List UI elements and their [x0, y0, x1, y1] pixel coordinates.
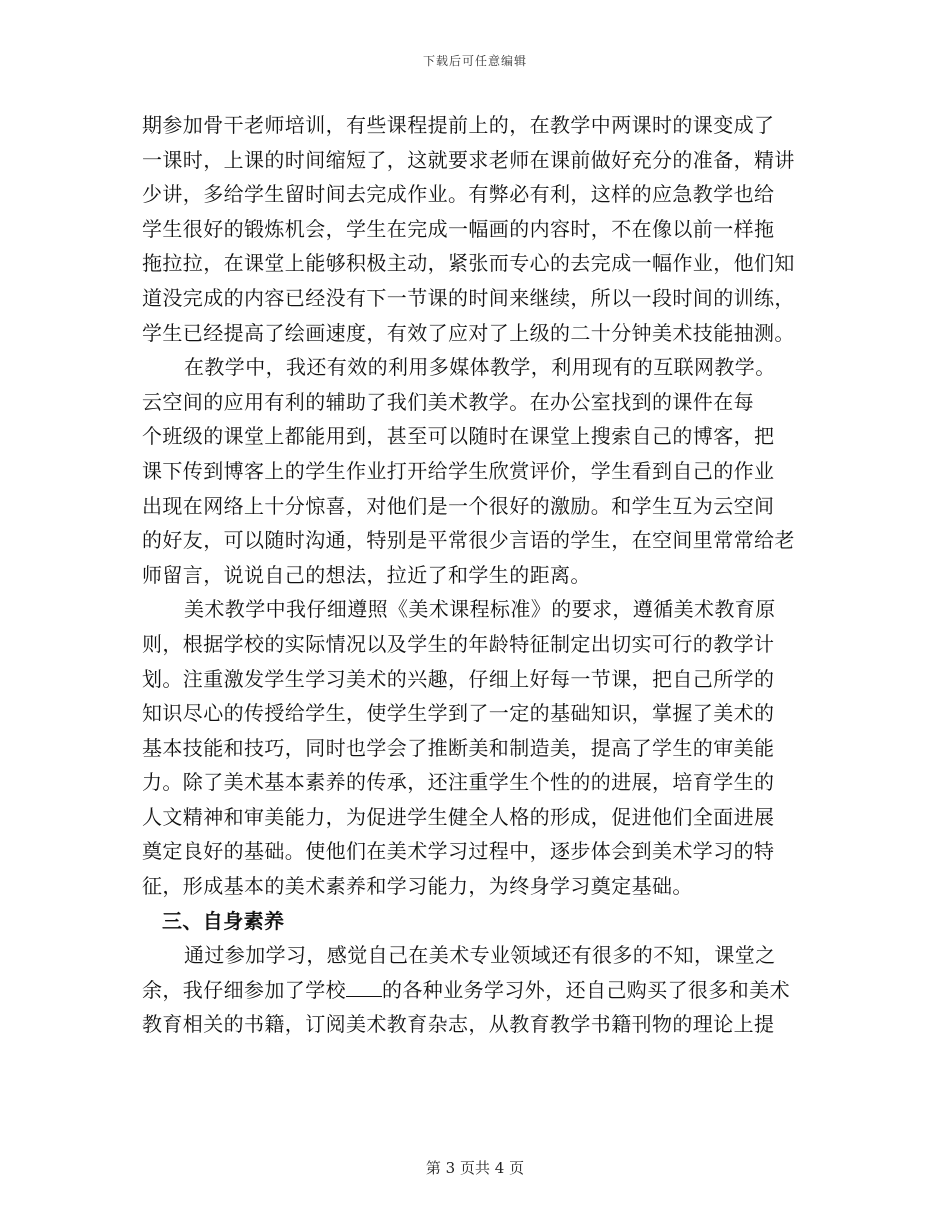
text-line: 奠定良好的基础。使他们在美术学习过程中，逐步体会到美术学习的特 — [142, 839, 775, 864]
fill-in-blank — [346, 978, 382, 997]
text-line: 一课时，上课的时间缩短了，这就要求老师在课前做好充分的准备，精讲 — [142, 147, 795, 172]
text-line: 力。除了美术基本素养的传承，还注重学生个性的的进展，培育学生的 — [142, 770, 775, 795]
paragraph-1 — [142, 108, 812, 350]
text-line: 道没完成的内容已经没有下一节课的时间来继续，所以一段时间的训练， — [142, 285, 795, 310]
text-line: 教育相关的书籍，订阅美术教育杂志，从教育教学书籍刊物的理论上提 — [142, 1012, 775, 1037]
text-line: 人文精神和审美能力，为促进学生健全人格的形成，促进他们全面进展 — [142, 804, 775, 829]
text-line: 出现在网络上十分惊喜，对他们是一个很好的激励。和学生互为云空间 — [142, 493, 775, 518]
text-line: 学生已经提高了绘画速度，有效了应对了上级的二十分钟美术技能抽测。 — [142, 320, 795, 345]
text-line: 拖拉拉，在课堂上能够积极主动，紧张而专心的去完成一幅作业，他们知 — [142, 251, 795, 276]
text-segment: 余，我仔细参加了学校 — [142, 977, 346, 1002]
text-line: 基本技能和技巧，同时也学会了推断美和制造美，提高了学生的审美能 — [142, 735, 775, 760]
text-segment: 的各种业务学习外，还自己购买了很多和美术 — [382, 977, 790, 1002]
page-header: 下载后可任意编辑 — [422, 54, 527, 68]
text-line: 则，根据学校的实际情况以及学生的年龄特征制定出切实可行的教学计 — [142, 631, 775, 656]
section-heading: 三、自身素养 — [162, 908, 285, 933]
text-line: 课下传到博客上的学生作业打开给学生欣赏评价，学生看到自己的作业 — [142, 458, 775, 483]
text-line: 征，形成基本的美术素养和学习能力，为终身学习奠定基础。 — [142, 874, 693, 899]
paragraph-4 — [142, 938, 812, 1042]
text-line: 期参加骨干老师培训，有些课程提前上的，在教学中两课时的课变成了 — [142, 113, 775, 137]
text-line: 师留言，说说自己的想法，拉近了和学生的距离。 — [142, 562, 591, 587]
text-line: 学生很好的锻炼机会，学生在完成一幅画的内容时，不在像以前一样拖 — [142, 216, 775, 241]
text-line: 美术教学中我仔细遵照《美术课程标准》的要求，遵循美术教育原 — [184, 597, 776, 622]
text-line: 的好友，可以随时沟通，特别是平常很少言语的学生，在空间里常常给老 — [142, 528, 795, 553]
text-line: 少讲，多给学生留时间去完成作业。有弊必有利，这样的应急教学也给 — [142, 182, 775, 207]
text-line: 知识尽心的传授给学生，使学生学到了一定的基础知识，掌握了美术的 — [142, 701, 775, 726]
paragraph-3 — [142, 592, 812, 903]
text-line: 云空间的应用有利的辅助了我们美术教学。在办公室找到的课件在每 — [142, 389, 754, 414]
document-body — [142, 108, 812, 1042]
paragraph-2 — [142, 350, 812, 592]
text-line: 个班级的课堂上都能用到，甚至可以随时在课堂上搜索自己的博客，把 — [142, 424, 775, 449]
text-line: 通过参加学习，感觉自己在美术专业领域还有很多的不知，课堂之 — [184, 943, 776, 968]
text-line: 划。注重激发学生学习美术的兴趣，仔细上好每一节课，把自己所学的 — [142, 666, 775, 691]
text-line — [142, 973, 812, 1008]
page-footer: 第 3 页共 4 页 — [425, 1159, 525, 1177]
text-line: 在教学中，我还有效的利用多媒体教学，利用现有的互联网教学。 — [184, 355, 776, 380]
